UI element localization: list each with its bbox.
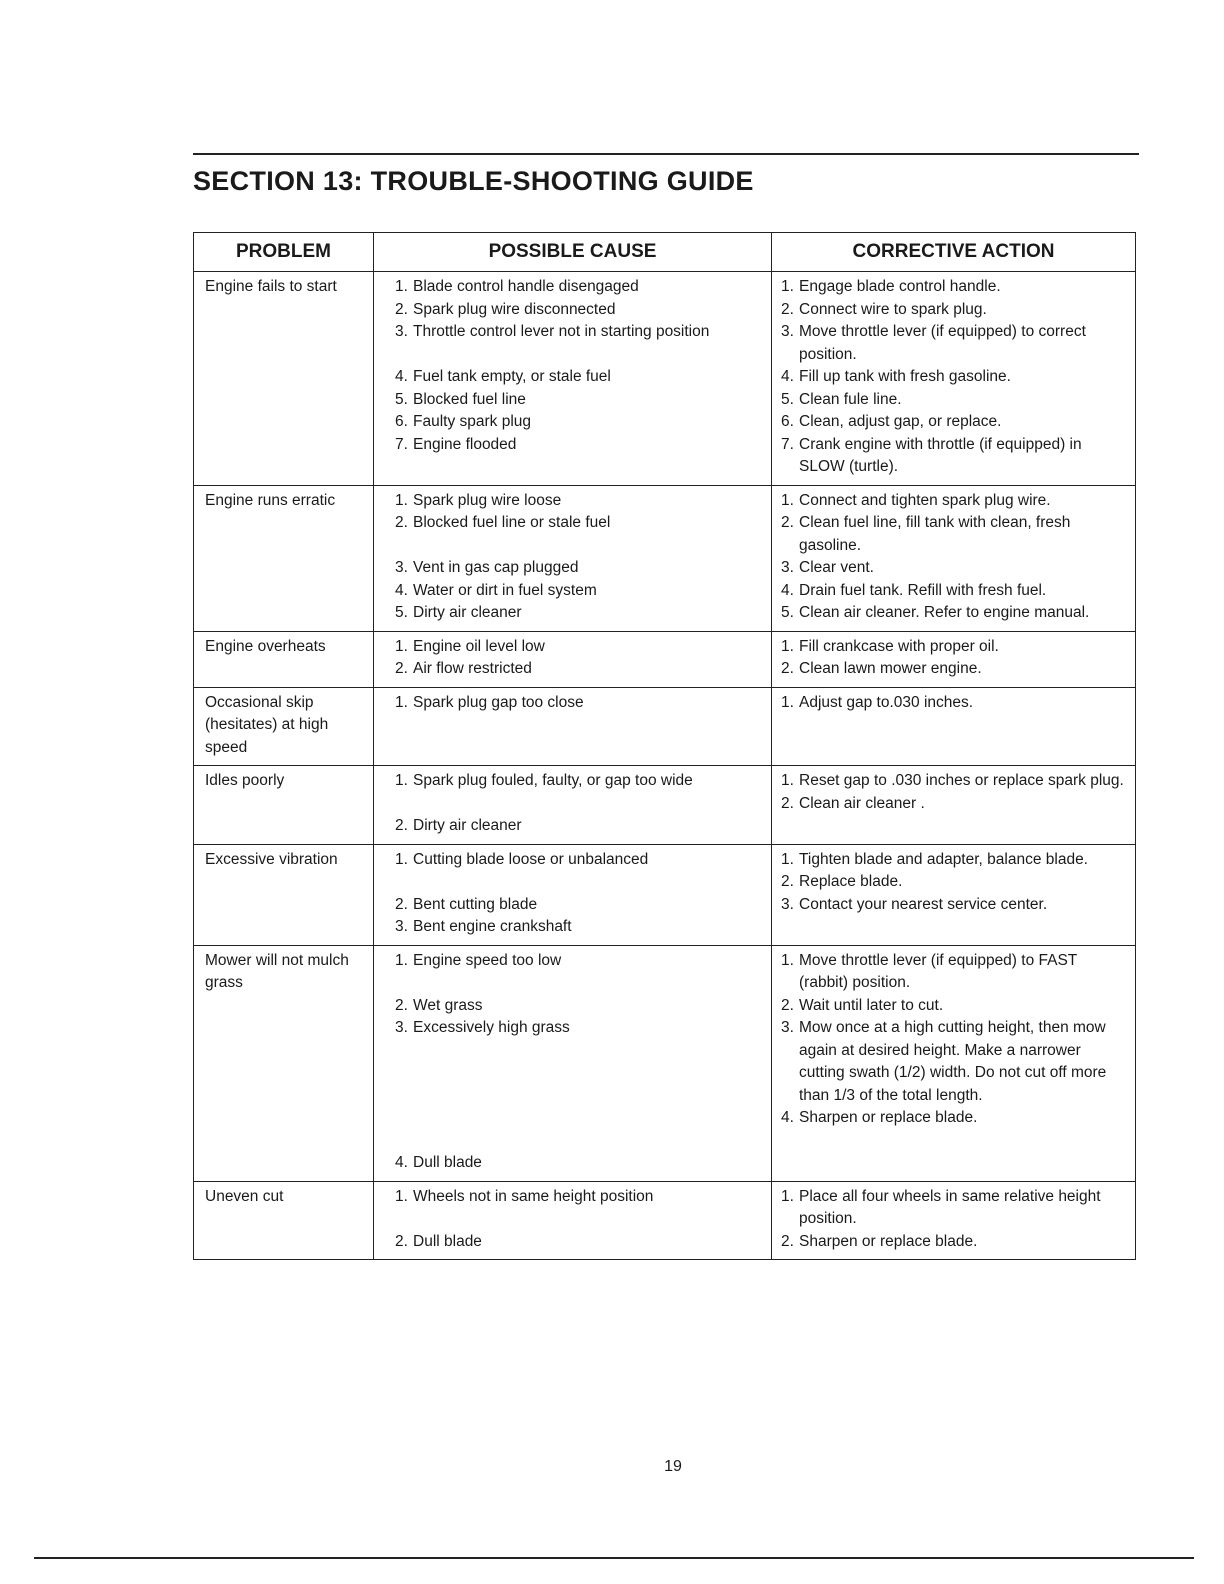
action-item-number: 1. <box>781 951 794 969</box>
action-item-text: Move throttle lever (if equipped) to correct position. <box>799 323 1086 363</box>
problem-text: Uneven cut <box>205 1187 284 1205</box>
cause-item-number: 2. <box>395 817 408 834</box>
cause-item <box>383 950 765 973</box>
top-rule <box>193 153 1139 155</box>
action-item <box>781 321 1129 366</box>
cause-cell-list <box>383 950 765 1175</box>
cause-item-number: 2. <box>395 514 408 531</box>
problem-cell <box>194 1181 374 1260</box>
cause-cell-list <box>383 770 765 838</box>
cause-cell <box>374 844 772 945</box>
section-title: SECTION 13: TROUBLE-SHOOTING GUIDE <box>193 166 754 196</box>
table-row <box>194 766 1136 845</box>
cause-item <box>383 636 765 659</box>
cause-item <box>383 692 765 715</box>
action-item-number: 2. <box>781 660 794 677</box>
action-cell <box>772 844 1136 945</box>
cause-item-text <box>413 535 765 558</box>
action-item-number: 1. <box>781 693 794 711</box>
table-row <box>194 485 1136 631</box>
cause-item <box>383 366 765 389</box>
action-item-text: Reset gap to .030 inches or replace spark plug. <box>799 772 1124 789</box>
action-cell-list <box>781 770 1129 815</box>
cause-item-text <box>413 793 765 816</box>
page-number: 19 <box>664 1458 682 1475</box>
cause-item-number: 2. <box>395 660 408 677</box>
cause-item-number: 1. <box>395 693 408 711</box>
action-item-number: 1. <box>781 1187 794 1205</box>
problem-text: Engine runs erratic <box>205 491 336 509</box>
cause-item <box>383 276 765 299</box>
cause-item-number: 6. <box>395 413 408 430</box>
action-item <box>781 770 1129 793</box>
cause-item-number <box>395 1107 413 1130</box>
action-item-text: Engage blade control handle. <box>799 278 1001 295</box>
action-item-text: Fill crankcase with proper oil. <box>799 637 999 655</box>
action-cell <box>772 485 1136 631</box>
action-item <box>781 1107 1129 1130</box>
action-item-text: Adjust gap to.030 inches. <box>799 693 974 711</box>
cause-item-number <box>395 1040 413 1063</box>
action-item-number: 3. <box>781 559 794 576</box>
action-item <box>781 411 1129 434</box>
cause-cell <box>374 631 772 687</box>
action-item-text: Contact your nearest service center. <box>799 895 1048 913</box>
action-item-text: Fill up tank with fresh gasoline. <box>799 368 1011 385</box>
action-item-text: Clean air cleaner . <box>799 794 925 812</box>
cause-item-text: Spark plug fouled, faulty, or gap too wide <box>413 772 693 789</box>
action-item <box>781 366 1129 389</box>
cause-item-text <box>413 344 765 367</box>
cause-item-text: Cutting blade loose or unbalanced <box>413 850 649 868</box>
action-item-number: 3. <box>781 1019 794 1036</box>
cause-item-number: 1. <box>395 951 408 969</box>
action-item-number: 4. <box>781 368 794 385</box>
header-possible-cause: POSSIBLE CAUSE <box>374 233 772 272</box>
cause-item-number <box>395 535 413 558</box>
cause-item-text: Engine flooded <box>413 435 517 453</box>
cause-item-number: 1. <box>395 772 408 789</box>
action-item <box>781 1231 1129 1254</box>
cause-item-number: 2. <box>395 1232 408 1250</box>
action-item-text: Connect wire to spark plug. <box>799 300 987 318</box>
action-item-text: Clear vent. <box>799 559 874 576</box>
cause-item <box>383 995 765 1018</box>
cause-cell-list <box>383 1186 765 1254</box>
action-item-number: 2. <box>781 1232 794 1250</box>
action-item-text: Tighten blade and adapter, balance blade. <box>799 850 1088 868</box>
cause-item-text: Vent in gas cap plugged <box>413 559 579 576</box>
action-item <box>781 871 1129 894</box>
cause-item-text: Dull blade <box>413 1232 482 1250</box>
action-item <box>781 995 1129 1018</box>
action-item-text: Clean fule line. <box>799 390 902 408</box>
cause-item <box>383 602 765 625</box>
action-item-text: Wait until later to cut. <box>799 996 944 1014</box>
cause-item <box>383 299 765 322</box>
cause-item-text: Bent cutting blade <box>413 895 538 913</box>
cause-item <box>383 815 765 838</box>
cause-item <box>383 770 765 793</box>
cause-item-number <box>395 1062 413 1085</box>
cause-item-number: 2. <box>395 996 408 1014</box>
action-item-text: Clean, adjust gap, or replace. <box>799 413 1002 430</box>
table-row <box>194 687 1136 766</box>
action-cell <box>772 945 1136 1181</box>
action-item <box>781 557 1129 580</box>
cause-item-number <box>395 1208 413 1231</box>
cause-item-text: Wheels not in same height position <box>413 1187 654 1205</box>
action-item-number: 2. <box>781 300 794 318</box>
cause-item-number <box>395 793 413 816</box>
action-item-text: Clean fuel line, fill tank with clean, fresh gasoline. <box>799 514 1071 554</box>
action-cell <box>772 1181 1136 1260</box>
action-item-number: 2. <box>781 873 794 890</box>
action-item-number: 2. <box>781 514 794 531</box>
cause-item <box>383 849 765 872</box>
problem-cell <box>194 766 374 845</box>
cause-item-text: Dull blade <box>413 1154 482 1171</box>
cause-cell <box>374 272 772 486</box>
action-item-text: Place all four wheels in same relative height position. <box>799 1187 1101 1227</box>
action-item-number: 1. <box>781 637 794 655</box>
cause-cell <box>374 1181 772 1260</box>
table-header-row <box>194 233 1136 272</box>
cause-item-text <box>413 1085 765 1108</box>
cause-item <box>383 557 765 580</box>
action-item <box>781 389 1129 412</box>
cause-item <box>383 535 765 558</box>
cause-item-number <box>395 344 413 367</box>
cause-item-text: Fuel tank empty, or stale fuel <box>413 368 611 385</box>
cause-item-text: Spark plug wire loose <box>413 491 562 509</box>
cause-item <box>383 434 765 457</box>
table-row <box>194 945 1136 1181</box>
action-item-number: 5. <box>781 390 794 408</box>
cause-item-text: Faulty spark plug <box>413 413 532 430</box>
cause-item-text <box>413 972 765 995</box>
cause-item-text <box>413 871 765 894</box>
cause-item-text: Engine speed too low <box>413 951 562 969</box>
header-problem: PROBLEM <box>194 233 374 272</box>
action-item-number: 1. <box>781 278 794 295</box>
cause-item <box>383 1085 765 1108</box>
action-item <box>781 692 1129 715</box>
cause-item-number: 3. <box>395 559 408 576</box>
action-item <box>781 849 1129 872</box>
action-item-number: 7. <box>781 435 794 453</box>
action-item <box>781 636 1129 659</box>
action-item <box>781 434 1129 479</box>
action-item-text: Crank engine with throttle (if equipped) in SLOW (turtle). <box>799 435 1082 475</box>
action-item-text: Replace blade. <box>799 873 903 890</box>
action-item-number: 5. <box>781 604 794 621</box>
action-item <box>781 1186 1129 1231</box>
problem-cell <box>194 687 374 766</box>
cause-cell-list <box>383 849 765 939</box>
cause-item-number: 2. <box>395 300 408 318</box>
action-cell <box>772 687 1136 766</box>
action-item <box>781 1017 1129 1107</box>
action-item-text: Clean lawn mower engine. <box>799 660 982 677</box>
action-item-text: Mow once at a high cutting height, then mow again at desired height. Make a narrower cutting swath (1/2) width. Do not cut off more than 1/3 of the total length. <box>799 1019 1107 1104</box>
cause-cell <box>374 945 772 1181</box>
cause-item-text: Bent engine crankshaft <box>413 918 572 935</box>
cause-item-number: 5. <box>395 390 408 408</box>
header-corrective-action: CORRECTIVE ACTION <box>772 233 1136 272</box>
cause-item-number <box>395 1130 413 1153</box>
cause-item <box>383 1152 765 1175</box>
problem-cell <box>194 272 374 486</box>
action-item <box>781 580 1129 603</box>
cause-item-text: Air flow restricted <box>413 660 532 677</box>
action-item-number: 2. <box>781 794 794 812</box>
action-item <box>781 299 1129 322</box>
cause-item-text <box>413 1130 765 1153</box>
cause-item-text: Dirty air cleaner <box>413 604 522 621</box>
cause-item <box>383 344 765 367</box>
action-item-text: Clean air cleaner. Refer to engine manual. <box>799 604 1090 621</box>
cause-item <box>383 389 765 412</box>
problem-cell <box>194 631 374 687</box>
cause-item-text: Dirty air cleaner <box>413 817 522 834</box>
action-cell-list <box>781 692 1129 715</box>
action-cell-list <box>781 1186 1129 1254</box>
cause-item-text: Water or dirt in fuel system <box>413 581 597 599</box>
cause-item-text <box>413 1107 765 1130</box>
cause-cell-list <box>383 692 765 715</box>
cause-item <box>383 490 765 513</box>
cause-item-number: 3. <box>395 323 408 340</box>
cause-item <box>383 658 765 681</box>
cause-item-number <box>395 972 413 995</box>
action-item-text: Sharpen or replace blade. <box>799 1109 978 1126</box>
problem-text: Mower will not mulch grass <box>205 951 349 991</box>
cause-item <box>383 1186 765 1209</box>
cause-item-number: 1. <box>395 1187 408 1205</box>
cause-item <box>383 793 765 816</box>
cause-item <box>383 972 765 995</box>
cause-item-number: 1. <box>395 637 408 655</box>
cause-item <box>383 1040 765 1063</box>
cause-cell <box>374 485 772 631</box>
cause-item-number: 1. <box>395 850 408 868</box>
problem-cell <box>194 485 374 631</box>
cause-item-number: 2. <box>395 895 408 913</box>
cause-item-number: 4. <box>395 581 408 599</box>
table-row <box>194 631 1136 687</box>
cause-item-number: 7. <box>395 435 408 453</box>
cause-item <box>383 1062 765 1085</box>
action-cell-list <box>781 490 1129 625</box>
cause-item-number <box>395 871 413 894</box>
action-item-number: 1. <box>781 850 794 868</box>
troubleshooting-table <box>193 232 1136 1260</box>
cause-item-text <box>413 1040 765 1063</box>
cause-item-number: 3. <box>395 918 408 935</box>
cause-item <box>383 894 765 917</box>
bottom-rule <box>34 1557 1194 1559</box>
action-cell-list <box>781 636 1129 681</box>
action-item <box>781 950 1129 995</box>
action-item <box>781 894 1129 917</box>
cause-item-text: Engine oil level low <box>413 637 545 655</box>
cause-item-number <box>395 1085 413 1108</box>
cause-cell <box>374 766 772 845</box>
action-cell <box>772 631 1136 687</box>
cause-item-number: 3. <box>395 1019 408 1036</box>
action-item-number: 4. <box>781 1109 794 1126</box>
cause-item <box>383 411 765 434</box>
cause-item-text <box>413 1208 765 1231</box>
action-item <box>781 490 1129 513</box>
table-row <box>194 1181 1136 1260</box>
cause-item <box>383 916 765 939</box>
action-item-text: Drain fuel tank. Refill with fresh fuel. <box>799 581 1047 599</box>
table-row <box>194 272 1136 486</box>
action-cell-list <box>781 849 1129 917</box>
action-item-text: Move throttle lever (if equipped) to FAST (rabbit) position. <box>799 951 1077 991</box>
table-body <box>194 272 1136 1260</box>
cause-item-text: Blade control handle disengaged <box>413 278 639 295</box>
cause-item <box>383 1130 765 1153</box>
cause-cell-list <box>383 276 765 456</box>
problem-text: Occasional skip (hesitates) at high speed <box>205 693 329 756</box>
cause-item <box>383 1231 765 1254</box>
cause-item <box>383 321 765 344</box>
action-item-number: 1. <box>781 491 794 509</box>
cause-item-text: Blocked fuel line <box>413 390 526 408</box>
cause-item-text: Wet grass <box>413 996 483 1014</box>
cause-item <box>383 1017 765 1040</box>
cause-item-number: 4. <box>395 1154 408 1171</box>
action-cell-list <box>781 276 1129 479</box>
action-item <box>781 512 1129 557</box>
cause-cell-list <box>383 490 765 625</box>
problem-text: Engine overheats <box>205 637 326 655</box>
problem-text: Engine fails to start <box>205 278 337 295</box>
cause-item-text: Blocked fuel line or stale fuel <box>413 514 611 531</box>
action-cell-list <box>781 950 1129 1130</box>
cause-item <box>383 512 765 535</box>
cause-item-text: Spark plug wire disconnected <box>413 300 616 318</box>
action-item <box>781 658 1129 681</box>
cause-cell <box>374 687 772 766</box>
table-row <box>194 844 1136 945</box>
action-item-number: 2. <box>781 996 794 1014</box>
problem-cell <box>194 844 374 945</box>
problem-text: Excessive vibration <box>205 850 338 868</box>
action-item-number: 4. <box>781 581 794 599</box>
action-item-number: 3. <box>781 895 794 913</box>
cause-item-text <box>413 1062 765 1085</box>
cause-cell-list <box>383 636 765 681</box>
action-item-text: Connect and tighten spark plug wire. <box>799 491 1051 509</box>
cause-item-number: 4. <box>395 368 408 385</box>
cause-item-number: 1. <box>395 278 408 295</box>
action-item-number: 1. <box>781 772 794 789</box>
action-item-number: 3. <box>781 323 794 340</box>
cause-item <box>383 580 765 603</box>
cause-item-number: 1. <box>395 491 408 509</box>
action-cell <box>772 766 1136 845</box>
cause-item-text: Spark plug gap too close <box>413 693 584 711</box>
cause-item <box>383 871 765 894</box>
cause-item-text: Throttle control lever not in starting position <box>413 323 710 340</box>
action-item <box>781 602 1129 625</box>
cause-item <box>383 1208 765 1231</box>
action-item <box>781 793 1129 816</box>
action-item-text: Sharpen or replace blade. <box>799 1232 978 1250</box>
action-item-number: 6. <box>781 413 794 430</box>
action-item <box>781 276 1129 299</box>
problem-text: Idles poorly <box>205 772 285 789</box>
problem-cell <box>194 945 374 1181</box>
cause-item <box>383 1107 765 1130</box>
action-cell <box>772 272 1136 486</box>
cause-item-number: 5. <box>395 604 408 621</box>
cause-item-text: Excessively high grass <box>413 1019 570 1036</box>
